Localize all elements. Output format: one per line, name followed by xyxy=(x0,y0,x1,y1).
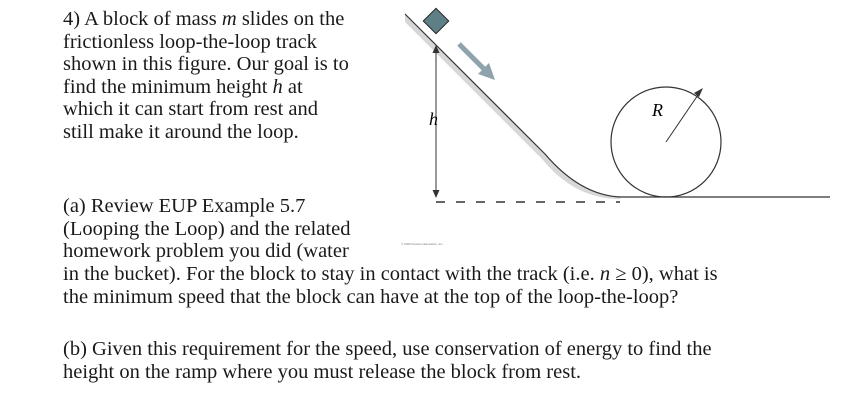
normal-force-symbol: n xyxy=(599,263,611,285)
mass-symbol: m xyxy=(221,8,237,30)
copyright-text: © 2020 Pearson Education, Inc. xyxy=(401,242,444,246)
part-a-line-2: (Looping the Loop) and the related xyxy=(63,217,351,240)
intro-line-5: which it can start from rest and xyxy=(63,98,319,120)
intro-line-4: find the minimum height h at xyxy=(63,75,303,98)
block xyxy=(423,8,448,33)
motion-arrow-shaft xyxy=(459,44,485,70)
intro-line-2: frictionless loop-the-loop track xyxy=(63,30,317,53)
part-a-line-4: in the bucket). For the block to stay in contact with the track (i.e. n ≥ 0), what is xyxy=(63,263,718,285)
part-a-continued xyxy=(63,263,718,308)
part-a-line-1: (a) Review EUP Example 5.7 xyxy=(63,195,306,217)
part-a xyxy=(63,195,350,263)
part-a-line-5: the minimum speed that the block can have at the top of the loop-the-loop? xyxy=(63,285,679,308)
track-shade xyxy=(405,14,620,199)
intro-line-1: 4) A block of mass m slides on the xyxy=(63,8,345,30)
height-arrow-bottom xyxy=(433,190,440,198)
radius-label: R xyxy=(652,100,663,120)
part-b-line-2: height on the ramp where you must release the block from rest. xyxy=(63,360,582,383)
part-a-line-3: homework problem you did (water xyxy=(63,240,349,262)
height-symbol: h xyxy=(272,75,283,98)
ramp-track xyxy=(405,14,620,197)
problem-intro xyxy=(63,8,349,143)
intro-line-3: shown in this figure. Our goal is to xyxy=(63,53,349,75)
height-label: h xyxy=(429,109,438,129)
intro-line-6: still make it around the loop. xyxy=(63,120,299,143)
part-b-line-1: (b) Given this requirement for the speed, use conservation of energy to find the xyxy=(63,338,712,360)
loop-track-figure xyxy=(395,0,830,255)
part-b xyxy=(63,338,712,383)
radius-line xyxy=(666,92,700,142)
